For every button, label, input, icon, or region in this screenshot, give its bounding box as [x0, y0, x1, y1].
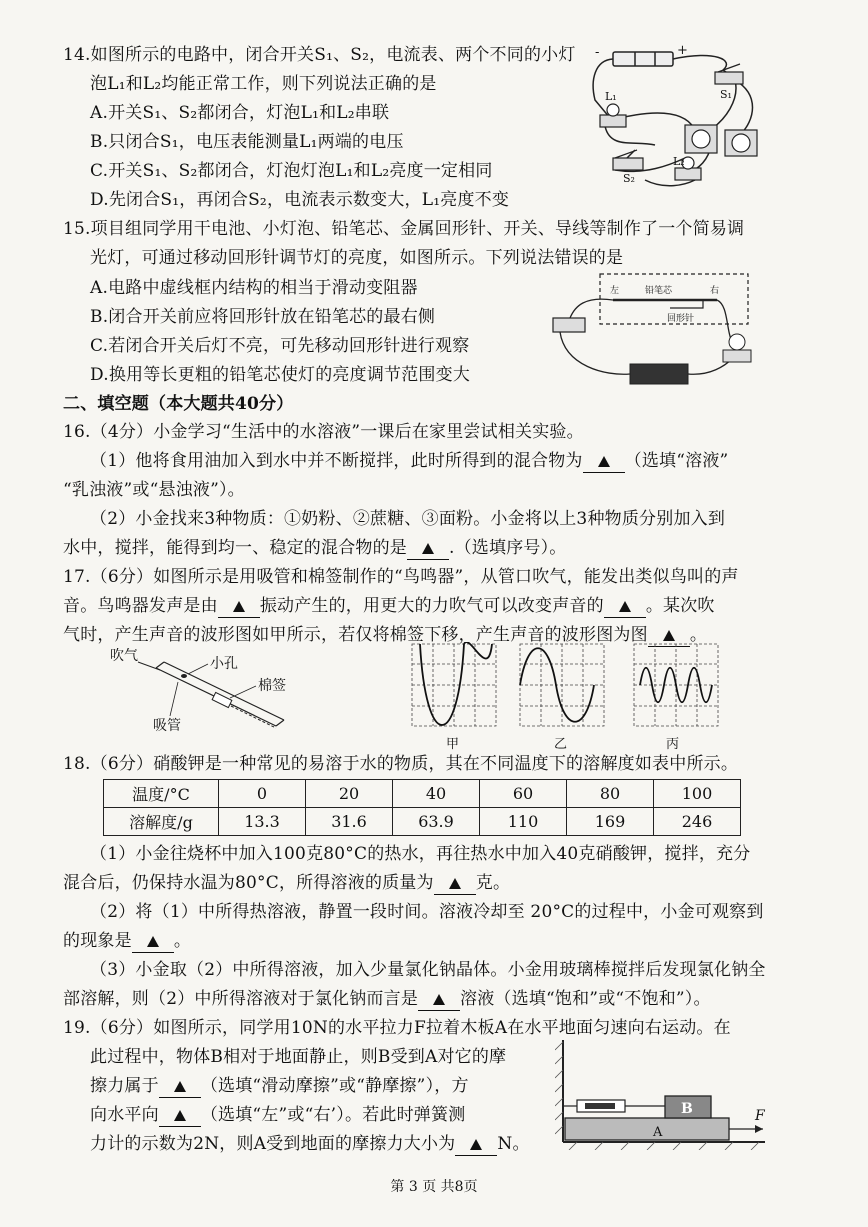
triangle-icon — [147, 936, 159, 947]
triangle-icon — [433, 994, 445, 1005]
page-footer: 第 3 页 共8页 — [390, 1179, 478, 1195]
q19-friction-figure — [555, 1040, 770, 1150]
table-cell: 80 — [567, 780, 654, 808]
q14-option-b: B.只闭合S₁，电压表能测量L₁两端的电压 — [90, 132, 404, 152]
q17-line2: 音。鸟鸣器发声是由 振动产生的，用更大的力吹气可以改变声音的 。某次吹 — [63, 596, 715, 616]
q15-stem-line1: 15.项目组同学用干电池、小灯泡、铅笔芯、金属回形针、开关、导线等制作了一个简易调 — [63, 219, 745, 239]
table-row — [104, 808, 741, 836]
table-cell: 31.6 — [306, 808, 393, 836]
answer-blank[interactable] — [583, 450, 625, 473]
q15-option-b: B.闭合开关前应将回形针放在铅笔芯的最右侧 — [90, 307, 436, 327]
q16-part1-line2: “乳浊液”或“悬浊液”）。 — [63, 480, 245, 500]
q14-stem-line1: 14.如图所示的电路中，闭合开关S₁、S₂，电流表、两个不同的小灯 — [63, 45, 576, 65]
section-title: 二、填空题（本大题共40分） — [63, 394, 294, 414]
answer-blank[interactable] — [418, 988, 460, 1011]
table-header-cell: 溶解度/g — [104, 808, 219, 836]
answer-blank[interactable] — [434, 872, 476, 895]
q14-option-c: C.开关S₁、S₂都闭合，灯泡灯泡L₁和L₂亮度一定相同 — [90, 161, 493, 181]
right-label: 右 — [710, 286, 720, 296]
l1-lamp-base — [600, 115, 626, 127]
table-cell: 110 — [480, 808, 567, 836]
table-cell: 63.9 — [393, 808, 480, 836]
q18-line1: 18.（6分）硝酸钾是一种常见的易溶于水的物质，其在不同温度下的溶解度如表中所示。 — [63, 754, 739, 774]
l2-label: L₂ — [673, 155, 685, 168]
q15-option-d: D.换用等长更粗的铅笔芯使灯的亮度调节范围变大 — [90, 365, 471, 385]
q18-part2-line1: （2）将（1）中所得热溶液，静置一段时间。溶液冷却至 20°C的过程中，小金可观察到 — [90, 902, 764, 922]
q18-part1-line1: （1）小金往烧杯中加入100克80°C的热水，再往热水中加入40克硝酸钾，搅拌，充分 — [90, 844, 751, 864]
q15-dimmer-figure — [545, 266, 767, 391]
s2-label: S₂ — [623, 172, 635, 185]
triangle-icon — [619, 601, 631, 612]
s2-switch — [613, 158, 643, 170]
triangle-icon — [470, 1139, 482, 1150]
q14-option-d: D.先闭合S₁，再闭合S₂，电流表示数变大，L₁亮度不变 — [90, 190, 510, 210]
q18-part2-line2: 的现象是 。 — [63, 931, 192, 951]
l1-label: L₁ — [605, 90, 617, 103]
q16-part2-line2: 水中，搅拌，能得到均一、稳定的混合物的是 .（选填序号）。 — [63, 538, 567, 558]
wave-jia — [420, 642, 492, 725]
q18-part1-line2: 混合后，仍保持水温为80°C，所得溶液的质量为 克。 — [63, 873, 511, 893]
q18-part3-line1: （3）小金取（2）中所得溶液，加入少量氯化钠晶体。小金用玻璃棒搅拌后发现氯化钠全 — [90, 960, 766, 980]
q16-stem: 16.（4分）小金学习“生活中的水溶液”一课后在家里尝试相关实验。 — [63, 422, 584, 442]
q14-stem-line2: 泡L₁和L₂均能正常工作，则下列说法正确的是 — [90, 74, 437, 94]
q17-bird-whistle-figure — [108, 648, 308, 736]
table-header-cell: 温度/°C — [104, 780, 219, 808]
triangle-icon — [174, 1110, 186, 1121]
q15-option-a: A.电路中虚线框内结构的相当于滑动变阻器 — [90, 278, 418, 298]
battery-pack — [613, 52, 673, 66]
triangle-icon — [598, 456, 610, 467]
q19-line4: 向水平向 （选填“左”或“右’）。若此时弹簧测 — [90, 1105, 466, 1125]
table-cell: 20 — [306, 780, 393, 808]
table-cell: 169 — [567, 808, 654, 836]
blow-label: 吹气 — [110, 648, 138, 664]
q19-line3: 擦力属于 （选填“滑动摩擦”或“静摩擦”），方 — [90, 1076, 469, 1096]
q14-option-a: A.开关S₁、S₂都闭合，灯泡L₁和L₂串联 — [90, 103, 390, 123]
lamp-base — [723, 350, 751, 362]
table-cell: 40 — [393, 780, 480, 808]
solubility-table — [103, 779, 741, 836]
clip-label: 回形针 — [667, 314, 695, 324]
answer-blank[interactable] — [604, 595, 646, 618]
block-b-label: B — [681, 1101, 693, 1117]
small-hole — [181, 674, 187, 678]
straw-label: 吸管 — [153, 718, 181, 734]
answer-blank[interactable] — [218, 595, 260, 618]
q17-line3: 气时，产生声音的波形图如甲所示，若仅将棉签下移，产生声音的波形图为图 。 — [63, 625, 708, 645]
board-a-label: A — [653, 1125, 663, 1140]
force-f-label: F — [755, 1108, 765, 1124]
q17-waveforms — [408, 642, 723, 754]
answer-blank[interactable] — [159, 1104, 201, 1127]
q16-part2-line1: （2）小金找来3种物质：①奶粉、②蔗糖、③面粉。小金将以上3种物质分别加入到 — [90, 509, 726, 529]
s1-label: S₁ — [720, 88, 732, 101]
triangle-icon — [233, 601, 245, 612]
q14-circuit-figure — [585, 40, 785, 200]
swab-label: 棉签 — [258, 678, 286, 694]
dimmer-switch — [553, 318, 585, 332]
left-label: 左 — [610, 286, 620, 296]
table-cell: 60 — [480, 780, 567, 808]
board-a — [565, 1118, 729, 1140]
swab-tip — [212, 692, 232, 707]
q15-stem-line2: 光灯，可通过移动回形针调节灯的亮度，如图所示。下列说法错误的是 — [90, 248, 624, 268]
answer-blank[interactable] — [407, 537, 449, 560]
triangle-icon — [449, 878, 461, 889]
blow-arrow — [138, 662, 160, 670]
table-cell: 0 — [219, 780, 306, 808]
answer-blank[interactable] — [132, 930, 174, 953]
wave-label-bing: 丙 — [666, 737, 680, 752]
q19-line5: 力计的示数为2N，则A受到地面的摩擦力大小为 N。 — [90, 1134, 530, 1154]
battery-plus-label: + — [677, 43, 688, 58]
q19-line1: 19.（6分）如图所示，同学用10N的水平拉力F拉着木板A在水平地面匀速向右运动。在 — [63, 1018, 731, 1038]
hole-label: 小孔 — [210, 656, 238, 672]
triangle-icon — [422, 543, 434, 554]
wave-label-jia: 甲 — [446, 737, 460, 752]
l2-lamp-base — [675, 168, 701, 180]
table-cell: 246 — [654, 808, 741, 836]
table-row — [104, 780, 741, 808]
triangle-icon — [663, 630, 675, 641]
table-cell: 100 — [654, 780, 741, 808]
lamp-bulb — [729, 334, 745, 350]
q16-part1-line1: （1）他将食用油加入到水中并不断搅拌，此时所得到的混合物为 （选填“溶液” — [90, 451, 729, 471]
triangle-icon — [174, 1081, 186, 1092]
answer-blank[interactable] — [455, 1133, 497, 1156]
answer-blank[interactable] — [159, 1075, 201, 1098]
pencil-core-label: 铅笔芯 — [645, 286, 673, 296]
q19-line2: 此过程中，物体B相对于地面静止，则B受到A对它的摩 — [90, 1047, 507, 1067]
wave-label-yi: 乙 — [554, 737, 568, 752]
battery-minus-label: - — [595, 45, 600, 60]
s1-switch — [715, 72, 743, 84]
q17-line1: 17.（6分）如图所示是用吸管和棉签制作的“鸟鸣器”，从管口吹气，能发出类似鸟叫的声 — [63, 567, 739, 587]
q18-part3-line2: 部溶解，则（2）中所得溶液对于氯化钠而言是 溶液（选填“饱和”或“不饱和”）。 — [63, 989, 711, 1009]
q15-option-c: C.若闭合开关后灯不亮，可先移动回形针进行观察 — [90, 336, 470, 356]
table-cell: 13.3 — [219, 808, 306, 836]
dry-battery — [630, 364, 688, 384]
